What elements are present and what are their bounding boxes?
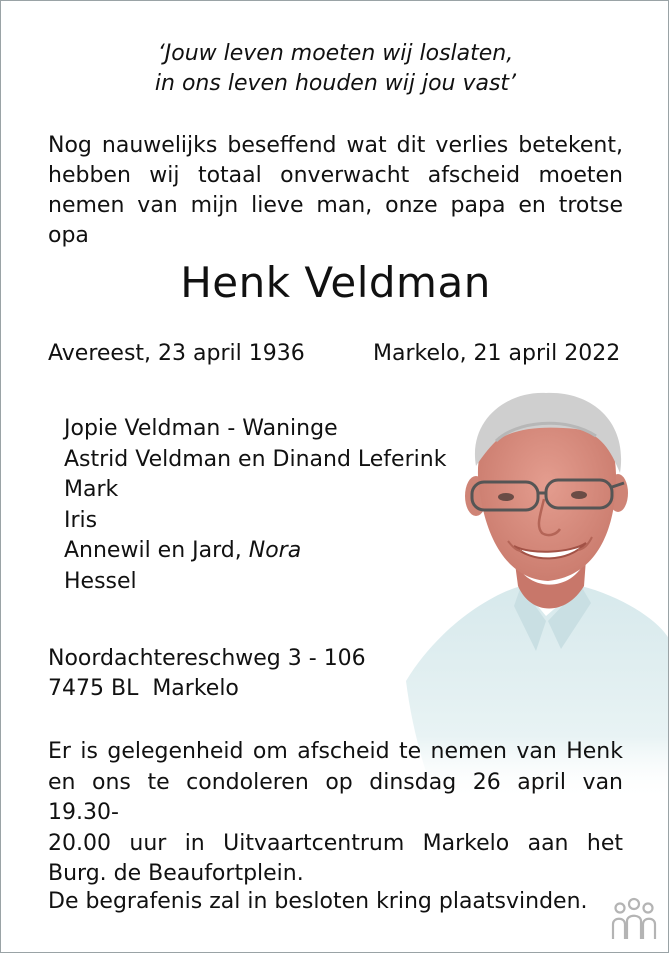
family-member-italic: Nora: [248, 538, 302, 563]
quote-line-1: ‘Jouw leven moeten wij loslaten,: [157, 41, 514, 66]
family-member: Hessel: [64, 568, 137, 594]
family-member: Iris: [64, 507, 98, 533]
intro-line-3: nemen van mijn lieve man, onze papa en trotse opa: [48, 193, 623, 248]
notice-line-3: 20.00 uur in Uitvaartcentrum Markelo aan het: [48, 830, 623, 856]
quote-line-2: in ons leven houden wij jou vast’: [154, 71, 517, 96]
death-date: Markelo, 21 april 2022: [373, 341, 621, 366]
intro-text: [48, 131, 623, 251]
notice-line-4: Burg. de Beaufortplein.: [48, 861, 304, 886]
family-member-annewil: [64, 536, 446, 567]
family-member: Jopie Veldman - Waninge: [64, 416, 338, 441]
family-list: [64, 414, 446, 597]
family-member-text: Annewil en Jard,: [64, 538, 249, 563]
address-street: Noordachtereschweg 3 - 106: [48, 646, 366, 671]
intro-line-2: hebben wij totaal onverwacht afscheid moeten: [48, 163, 623, 188]
notice-line-1: Er is gelegenheid om afscheid te nemen van Henk: [48, 739, 623, 764]
intro-line-1: Nog nauwelijks beseffend wat dit verlies betekent,: [48, 133, 623, 158]
family-member: Astrid Veldman en Dinand Leferink: [64, 446, 447, 472]
notice-line-2: en ons te condoleren op dinsdag 26 april van 19.30-: [48, 769, 623, 825]
condolence-notice: [48, 737, 623, 890]
closing-text: De begrafenis zal in besloten kring plaatsvinden.: [48, 889, 588, 914]
address-block: [48, 644, 366, 704]
family-member: Mark: [64, 477, 119, 502]
birth-date: Avereest, 23 april 1936: [48, 341, 305, 366]
deceased-name: Henk Veldman: [180, 258, 491, 307]
address-city: 7475 BL Markelo: [48, 676, 239, 701]
family-logo-icon: [607, 897, 661, 941]
